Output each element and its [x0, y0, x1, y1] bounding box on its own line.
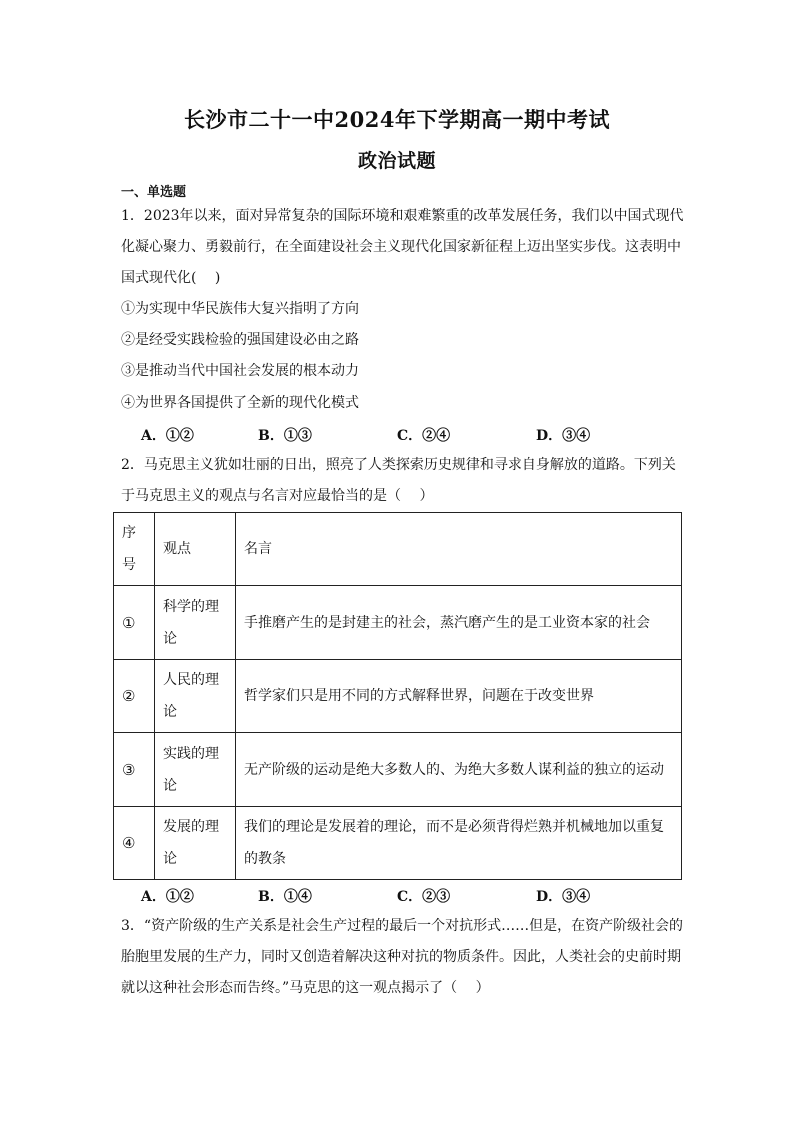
section-heading: 一、单选题 [121, 185, 187, 200]
q1-stem-line: 1．2023年以来，面对异常复杂的国际环境和艰难繁重的改革发展任务，我们以中国式现代 [121, 208, 684, 224]
exam-title: 长沙市二十一中2024年下学期高一期中考试 [184, 107, 610, 132]
header-cell-viewpoint: 观点 [155, 513, 236, 586]
q1-statement: ②是经受实践检验的强国建设必由之路 [121, 332, 359, 348]
q2-option-a: A．①② [141, 889, 194, 905]
q3-stem-line: 胎胞里发展的生产力，同时又创造着解决这种对抗的物质条件。因此，人类社会的史前时期 [121, 949, 681, 965]
header-cell-quote: 名言 [236, 513, 682, 586]
q1-option-c: C．②④ [397, 428, 451, 444]
q2-stem-line: 2．马克思主义犹如壮丽的日出，照亮了人类探索历史规律和寻求自身解放的道路。下列关 [121, 457, 676, 473]
q1-statement: ③是推动当代中国社会发展的根本动力 [121, 363, 359, 379]
row-index: ④ [114, 807, 155, 880]
row-index: ① [114, 586, 155, 660]
q3-stem-line: 就以这种社会形态而告终。”马克思的这一观点揭示了（ ） [121, 980, 490, 996]
row-index: ② [114, 660, 155, 733]
row-quote: 我们的理论是发展着的理论，而不是必须背得烂熟并机械地加以重复的教条 [236, 807, 682, 880]
row-viewpoint: 科学的理论 [155, 586, 236, 660]
row-viewpoint: 发展的理论 [155, 807, 236, 880]
q1-stem-line: 国式现代化( ) [121, 270, 221, 286]
table-row [114, 586, 682, 660]
q2-option-c: C．②③ [397, 889, 451, 905]
q1-statement: ④为世界各国提供了全新的现代化模式 [121, 395, 359, 411]
table-header-row [114, 513, 682, 586]
header-cell-index: 序号 [114, 513, 155, 586]
q1-option-d: D．③④ [536, 428, 591, 444]
row-quote: 哲学家们只是用不同的方式解释世界，问题在于改变世界 [236, 660, 682, 733]
q1-stem-line: 化凝心聚力、勇毅前行，在全面建设社会主义现代化国家新征程上迈出坚实步伐。这表明中 [121, 239, 681, 255]
row-viewpoint: 人民的理论 [155, 660, 236, 733]
row-quote: 无产阶级的运动是绝大多数人的、为绝大多数人谋利益的独立的运动 [236, 733, 682, 807]
q2-table [113, 512, 682, 880]
table-row [114, 733, 682, 807]
exam-subtitle: 政治试题 [357, 150, 436, 172]
row-viewpoint: 实践的理论 [155, 733, 236, 807]
q2-option-b: B．①④ [258, 889, 312, 905]
table-row [114, 807, 682, 880]
q1-option-b: B．①③ [258, 428, 312, 444]
q1-option-a: A．①② [141, 428, 194, 444]
q1-statement: ①为实现中华民族伟大复兴指明了方向 [121, 301, 359, 317]
row-index: ③ [114, 733, 155, 807]
row-quote: 手推磨产生的是封建主的社会，蒸汽磨产生的是工业资本家的社会 [236, 586, 682, 660]
q2-stem-line: 于马克思主义的观点与名言对应最恰当的是（ ） [121, 488, 434, 504]
q2-option-d: D．③④ [536, 889, 591, 905]
q3-stem-line: 3．“资产阶级的生产关系是社会生产过程的最后一个对抗形式……但是，在资产阶级社会的 [121, 918, 684, 934]
table-row [114, 660, 682, 733]
